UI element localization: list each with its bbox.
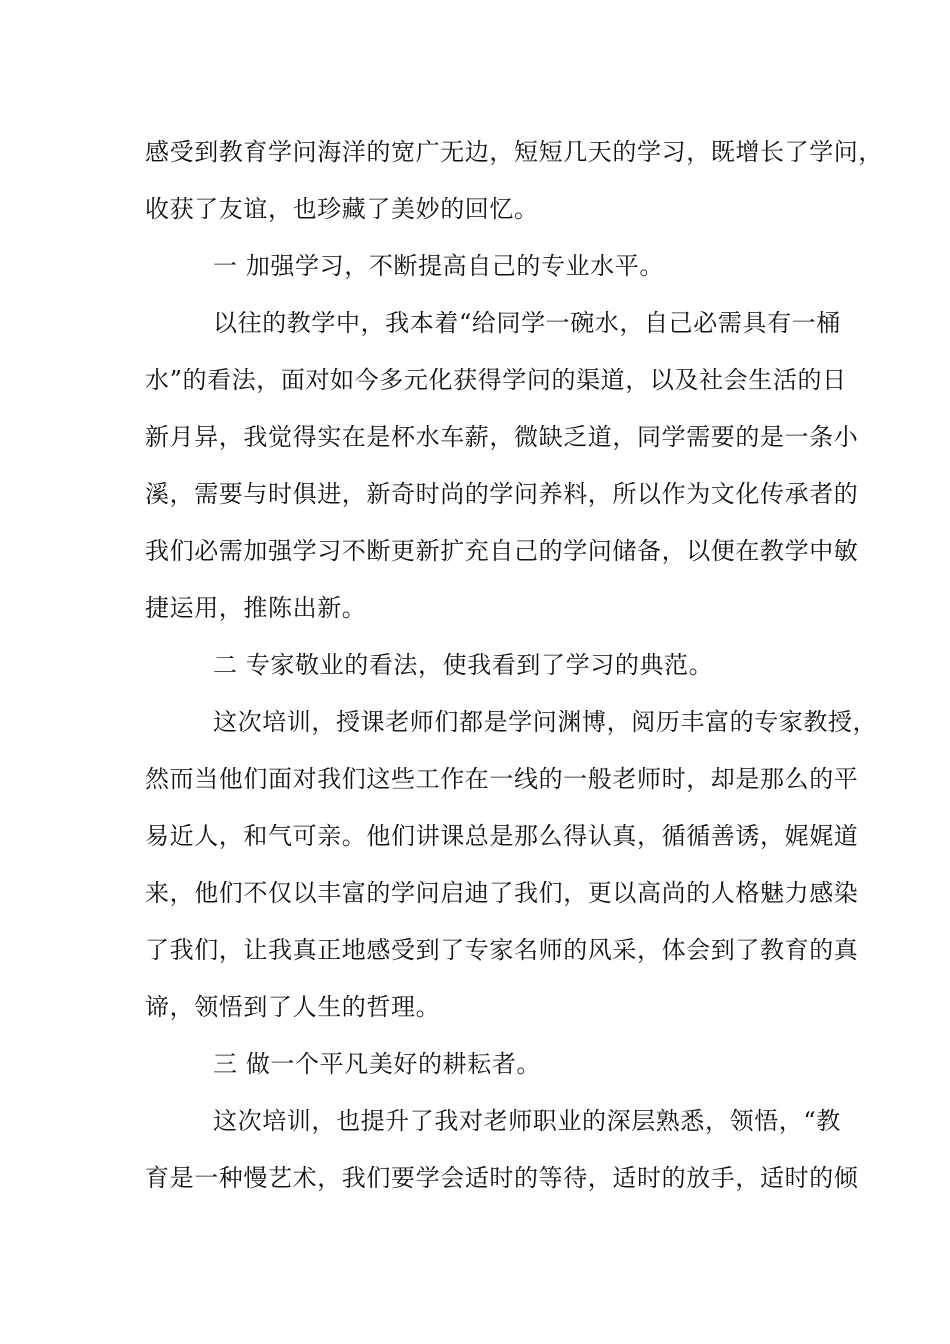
paragraph-line: 育是一种慢艺术，我们要学会适时的等待，适时的放手，适时的倾 (145, 1164, 859, 1192)
paragraph-line: 这次培训，授课老师们都是学问渊博，阅历丰富的专家教授， (213, 708, 878, 736)
paragraph-line: 溪，需要与时俱进，新奇时尚的学问养料，所以作为文化传承者的 (145, 480, 859, 508)
paragraph-line: 我们必需加强学习不断更新扩充自己的学问储备，以便在教学中敏 (145, 537, 859, 565)
paragraph-line: 感受到教育学问海洋的宽广无边，短短几天的学习，既增长了学问， (145, 138, 883, 166)
section-heading-3: 三 做一个平凡美好的耕耘者。 (213, 1050, 542, 1078)
paragraph-line: 易近人，和气可亲。他们讲课总是那么得认真，循循善诱，娓娓道 (145, 822, 859, 850)
paragraph-line: 收获了友谊，也珍藏了美妙的回忆。 (145, 195, 539, 223)
paragraph-line: 以往的教学中，我本着“给同学一碗水，自己必需具有一桶 (213, 309, 841, 337)
paragraph-line: 然而当他们面对我们这些工作在一线的一般老师时，却是那么的平 (145, 765, 859, 793)
paragraph-line: 这次培训，也提升了我对老师职业的深层熟悉，领悟，“教 (213, 1107, 841, 1135)
paragraph-line: 谛，领悟到了人生的哲理。 (145, 993, 441, 1021)
section-heading-1: 一 加强学习，不断提高自己的专业水平。 (213, 252, 665, 280)
section-heading-2: 二 专家敬业的看法，使我看到了学习的典范。 (213, 651, 714, 679)
paragraph-line: 了我们，让我真正地感受到了专家名师的风采，体会到了教育的真 (145, 936, 859, 964)
paragraph-line: 水”的看法，面对如今多元化获得学问的渠道，以及社会生活的日 (145, 366, 847, 394)
paragraph-line: 捷运用，推陈出新。 (145, 594, 367, 622)
paragraph-line: 来，他们不仅以丰富的学问启迪了我们，更以高尚的人格魅力感染 (145, 879, 859, 907)
paragraph-line: 新月异，我觉得实在是杯水车薪，微缺乏道，同学需要的是一条小 (145, 423, 859, 451)
